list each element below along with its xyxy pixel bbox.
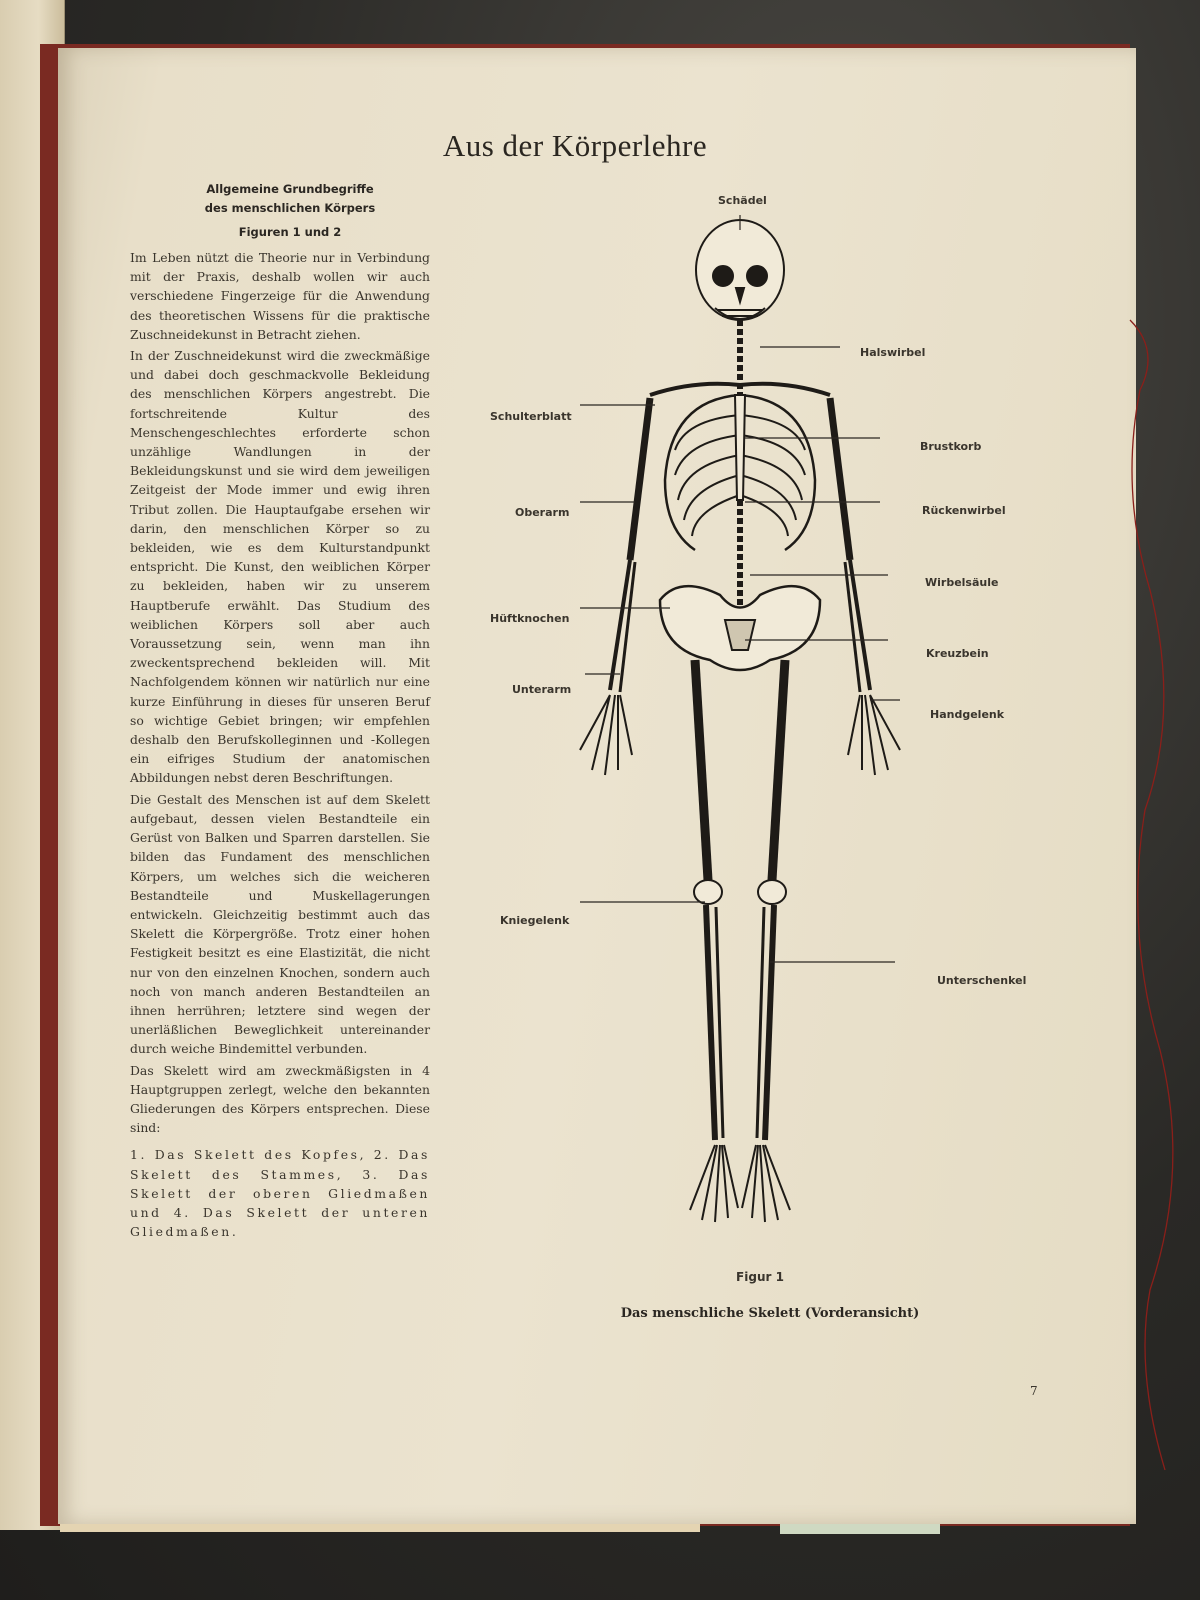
skeleton-groups-list: 1. Das Skelett des Kopfes, 2. Das Skelett des Stammes, 3. Das Skelett der oberen Gliedmaßen und 4. Das Skelett der unteren Gliedmaßen.: [130, 1147, 430, 1240]
label-unterschenkel: Unterschenkel: [937, 974, 1027, 987]
label-handgelenk: Handgelenk: [930, 708, 1005, 721]
paragraph: Im Leben nützt die Theorie nur in Verbindung mit der Praxis, deshalb wollen wir auch verschiedene Fingerzeige für die Anwendung des theoretischen Wissens für die praktische Zuschneidekunst in Betracht ziehen.: [130, 250, 430, 342]
label-schaedel: Schädel: [718, 194, 767, 207]
label-unterarm: Unterarm: [512, 683, 572, 696]
label-wirbelsaeule: Wirbelsäule: [925, 576, 999, 589]
label-halswirbel: Halswirbel: [860, 346, 926, 359]
body-text-column: [130, 248, 430, 1243]
page-title: Aus der Körperlehre: [442, 128, 708, 163]
label-hueftknochen: Hüftknochen: [490, 612, 570, 625]
loose-thread: [1120, 290, 1200, 1490]
label-rueckenwirbel: Rückenwirbel: [922, 504, 1006, 517]
label-brustkorb: Brustkorb: [920, 440, 982, 453]
figures-reference: Figuren 1 und 2: [238, 225, 342, 239]
label-oberarm: Oberarm: [515, 506, 570, 519]
paragraph: Die Gestalt des Menschen ist auf dem Skelett aufgebaut, dessen vielen Bestandteile ein Gerüst von Balken und Sparren darstellen. Sie bilden das Fundament des menschlichen Körpers, um welches sich die weicheren Bestandteile und Muskellagerungen entwickeln. Gleichzeitig bestimmt auch das Skelett die Körpergröße. Trotz einer hohen Festigkeit besitzt es eine Elastizität, die nicht nur von den einzelnen Knochen, sondern auch noch von manch anderen Bestandteilen an ihnen herrühren; letztere sind wegen der unerläßlichen Beweglichkeit untereinander durch weiche Bindemittel verbunden.: [130, 791, 430, 1057]
figure-caption: Figur 1: [736, 1270, 784, 1284]
figure-title: Das menschliche Skelett (Vorderansicht): [620, 1306, 920, 1321]
page-number: 7: [1030, 1384, 1038, 1398]
label-kniegelenk: Kniegelenk: [500, 914, 570, 927]
section-heading-line-2: des menschlichen Körpers: [204, 201, 376, 215]
paragraph: Das Skelett wird am zweckmäßigsten in 4 Hauptgruppen zerlegt, welche den bekannten Gliederungen des Körpers entsprechen. Diese sind:: [130, 1062, 430, 1136]
paragraph: In der Zuschneidekunst wird die zweckmäßige und dabei doch geschmackvolle Bekleidung des menschlichen Körpers angestrebt. Die fortschreitende Kultur des Menschengeschlechtes erforderte schon unzählige Wandlungen in der Bekleidungskunst und sie wird dem jeweiligen Zeitgeist der Mode immer und ewig ihren Tribut zollen. Die Hauptaufgabe ersehen wir darin, den menschlichen Körper so zu bekleiden, wie es dem Kulturstandpunkt entspricht. Die Kunst, den weiblichen Körper zu bekleiden, haben wir zu unserem Hauptberufe erwählt. Das Studium des weiblichen Körpers soll aber auch Voraussetzung sein, wenn man ihn zweckentsprechend bekleiden will. Mit Nachfolgendem können wir natürlich nur eine kurze Einführung in dieses für unseren Beruf so wichtige Gebiet bringen; wir empfehlen deshalb den Berufskolleginnen und -Kollegen ein eifriges Studium der anatomischen Abbildungen nebst deren Beschriftungen.: [130, 348, 430, 786]
section-heading-line-1: Allgemeine Grundbegriffe: [206, 182, 374, 196]
label-schulterblatt: Schulterblatt: [490, 410, 572, 423]
label-kreuzbein: Kreuzbein: [926, 647, 989, 660]
